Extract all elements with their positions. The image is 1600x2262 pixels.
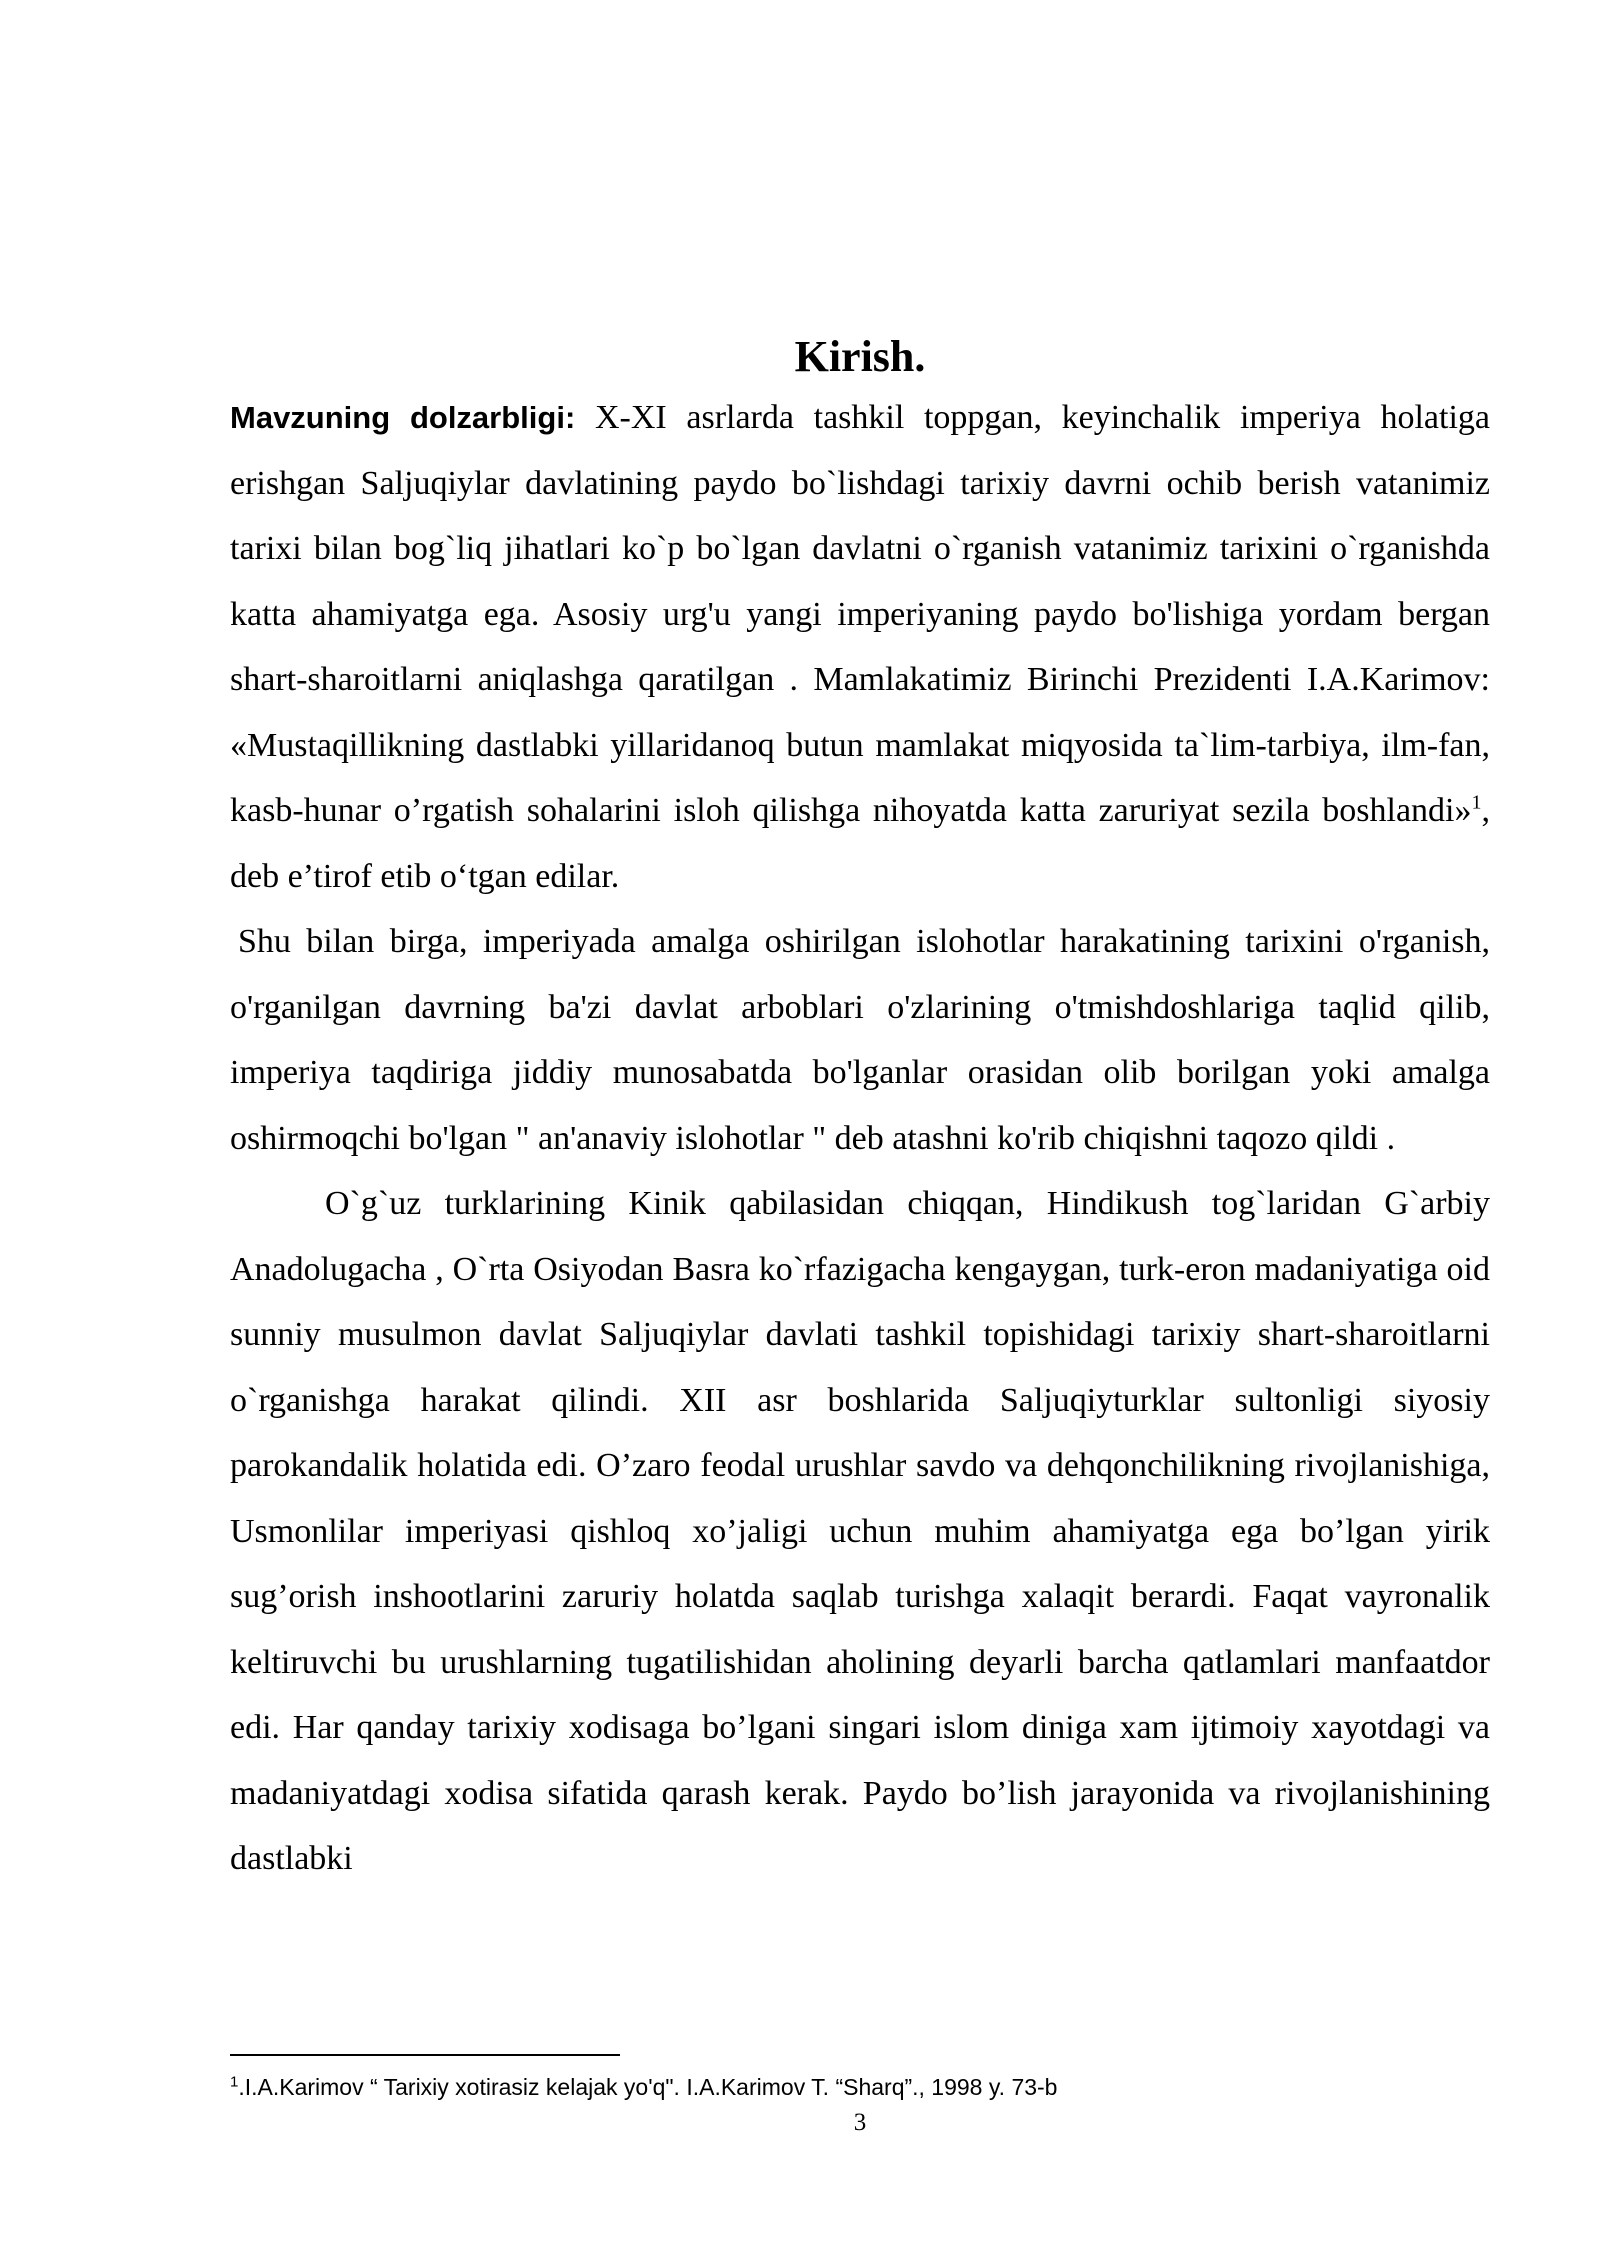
footnote-marker: 1 [230, 2073, 239, 2091]
body-text [230, 385, 1490, 1892]
page-number: 3 [853, 2109, 867, 2136]
paragraph-relevance [230, 385, 1490, 909]
footnote-text: .I.A.Karimov “ Tarixiy xotirasiz kelajak yo'q". I.A.Karimov T. “Sharq”., 1998 y. 73-b [238, 2074, 1058, 2100]
relevance-label: Mavzuning dolzarbligi: [230, 400, 576, 435]
paragraph-relevance-tail: , deb e’tirof etib o‘tgan edilar. [230, 792, 1490, 895]
footnote-separator [230, 2054, 620, 2056]
paragraph-oghuz: O`g`uz turklarining Kinik qabilasidan chiqqan, Hindikush tog`laridan G`arbiy Anadolugacha , O`rta Osiyodan Basra ko`rfazigacha kengaygan, turk-eron madaniyatiga oid sunniy musulmon davlat Saljuqiylar davlati tashkil topishidagi tarixiy shart-sharoitlarni o`rganishga harakat qilindi. XII asr boshlarida Saljuqiyturklar sultonligi siyosiy parokandalik holatida edi. O’zaro feodal urushlar savdo va dehqonchilikning rivojlanishiga, Usmonlilar imperiyasi qishloq xo’jaligi uchun muhim ahamiyatga ega bo’lgan yirik sug’orish inshootlarini zaruriy holatda saqlab turishga xalaqit berardi. Faqat vayronalik keltiruvchi bu urushlarning tugatilishidan aholining deyarli barcha qatlamlari manfaatdor edi. Har qanday tarixiy xodisaga bo’lgani singari islom diniga xam ijtimoiy xayotdagi va madaniyatdagi xodisa sifatida qarash kerak. Paydo bo’lish jarayonida va rivojlanishining dastlabki [230, 1185, 1490, 1877]
page-title: Kirish. [794, 332, 926, 381]
footnote [230, 2072, 1490, 2102]
paragraph-reforms: Shu bilan birga, imperiyada amalga oshirilgan islohotlar harakatining tarixini o'rganish, o'rganilgan davrning ba'zi davlat arboblari o'zlarining o'tmishdoshlariga taqlid qilib, imperiya taqdiriga jiddiy munosabatda bo'lganlar orasidan olib borilgan yoki amalga oshirmoqchi bo'lgan " an'anaviy islohotlar " deb atashni ko'rib chiqishni taqozo qildi . [230, 923, 1490, 1157]
paragraph-relevance-text: X-XI asrlarda tashkil toppgan, keyinchalik imperiya holatiga erishgan Saljuqiylar davlatining paydo bo`lishdagi tarixiy davrni ochib berish vatanimiz tarixi bilan bog`liq jihatlari ko`p bo`lgan davlatni o`rganish vatanimiz tarixini o`rganishda katta ahamiyatga ega. Asosiy urg'u yangi imperiyaning paydo bo'lishiga yordam bergan shart-sharoitlarni aniqlashga qaratilgan . Mamlakatimiz Birinchi Prezidenti I.A.Karimov: «Mustaqillikning dastlabki yillaridanoq butun mamlakat miqyosida ta`lim-tarbiya, ilm-fan, kasb-hunar o’rgatish sohalarini isloh qilishga nihoyatda katta zaruriyat sezila boshlandi» [230, 399, 1490, 829]
footnote-reference[interactable]: 1 [1471, 791, 1482, 814]
